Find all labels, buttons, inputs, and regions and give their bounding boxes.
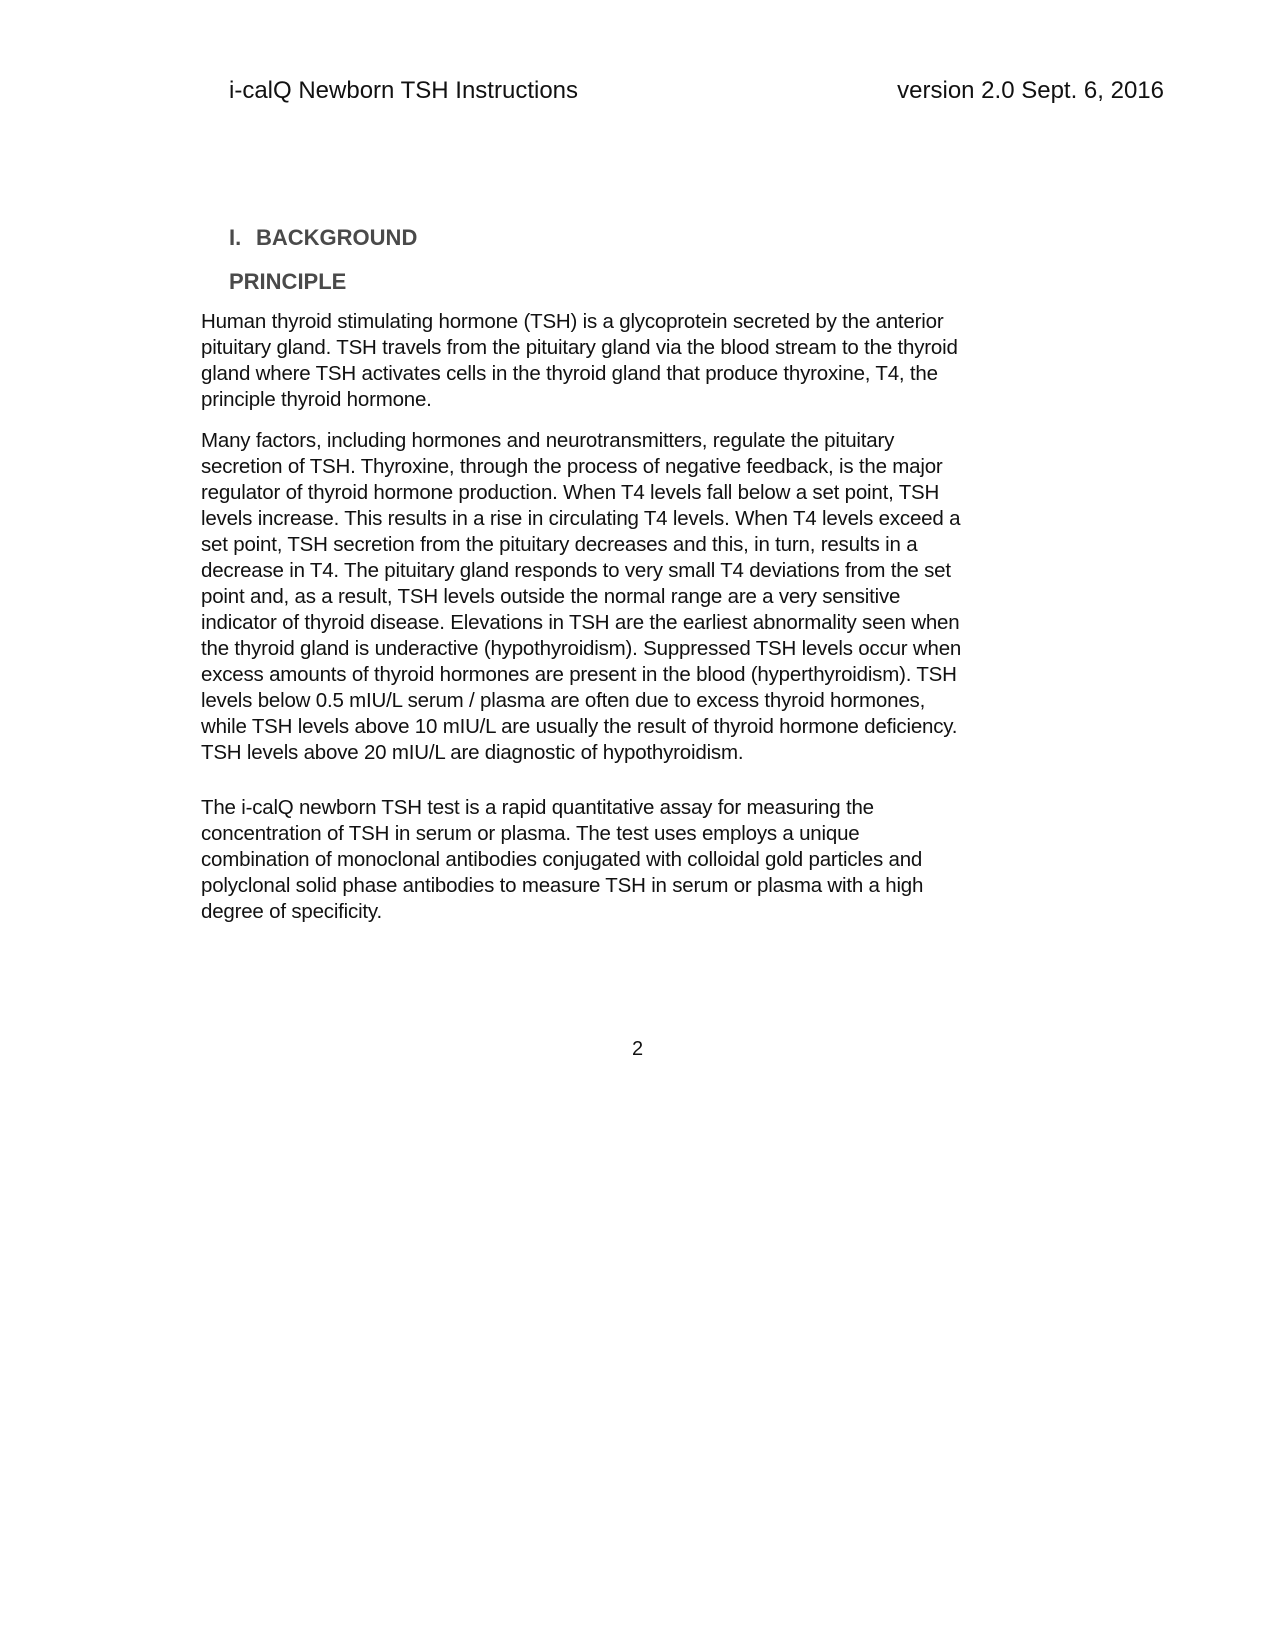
paragraph-line: while TSH levels above 10 mIU/L are usually the result of thyroid hormone deficiency. [201,715,958,738]
paragraph-line: degree of specificity. [201,900,382,923]
paragraph-regulation [201,428,1031,766]
paragraph-line: levels increase. This results in a rise in circulating T4 levels. When T4 levels exceed a [201,507,961,530]
page-number: 2 [631,1038,644,1060]
paragraph-line: secretion of TSH. Thyroxine, through the process of negative feedback, is the major [201,455,943,478]
paragraph-principle-intro [201,309,1031,413]
document-version: version 2.0 Sept. 6, 2016 [897,77,1164,104]
paragraph-test-description [201,795,1031,925]
paragraph-line: decrease in T4. The pituitary gland responds to very small T4 deviations from the set [201,559,951,582]
paragraph-line: Human thyroid stimulating hormone (TSH) is a glycoprotein secreted by the anterior [201,310,944,333]
paragraph-line: excess amounts of thyroid hormones are present in the blood (hyperthyroidism). TSH [201,663,957,686]
paragraph-line: levels below 0.5 mIU/L serum / plasma are often due to excess thyroid hormones, [201,689,926,712]
subsection-heading: PRINCIPLE [229,269,347,294]
paragraph-line: polyclonal solid phase antibodies to measure TSH in serum or plasma with a high [201,874,924,897]
paragraph-line: the thyroid gland is underactive (hypothyroidism). Suppressed TSH levels occur when [201,637,962,660]
paragraph-line: regulator of thyroid hormone production. When T4 levels fall below a set point, TSH [201,481,940,504]
paragraph-line: gland where TSH activates cells in the thyroid gland that produce thyroxine, T4, the [201,362,938,385]
paragraph-line: Many factors, including hormones and neurotransmitters, regulate the pituitary [201,429,895,452]
paragraph-line: The i-calQ newborn TSH test is a rapid quantitative assay for measuring the [201,796,874,819]
paragraph-line: combination of monoclonal antibodies conjugated with colloidal gold particles and [201,848,923,871]
paragraph-line: point and, as a result, TSH levels outside the normal range are a very sensitive [201,585,901,608]
section-heading [229,224,417,252]
section-title: BACKGROUND [256,225,418,250]
paragraph-line: concentration of TSH in serum or plasma. The test uses employs a unique [201,822,860,845]
paragraph-line: pituitary gland. TSH travels from the pituitary gland via the blood stream to the thyroid [201,336,958,359]
paragraph-line: set point, TSH secretion from the pituitary decreases and this, in turn, results in a [201,533,918,556]
paragraph-line: TSH levels above 20 mIU/L are diagnostic of hypothyroidism. [201,741,744,764]
section-number: I. [229,225,242,250]
paragraph-line: principle thyroid hormone. [201,388,432,411]
document-title: i-calQ Newborn TSH Instructions [229,77,579,104]
paragraph-line: indicator of thyroid disease. Elevations in TSH are the earliest abnormality seen when [201,611,960,634]
